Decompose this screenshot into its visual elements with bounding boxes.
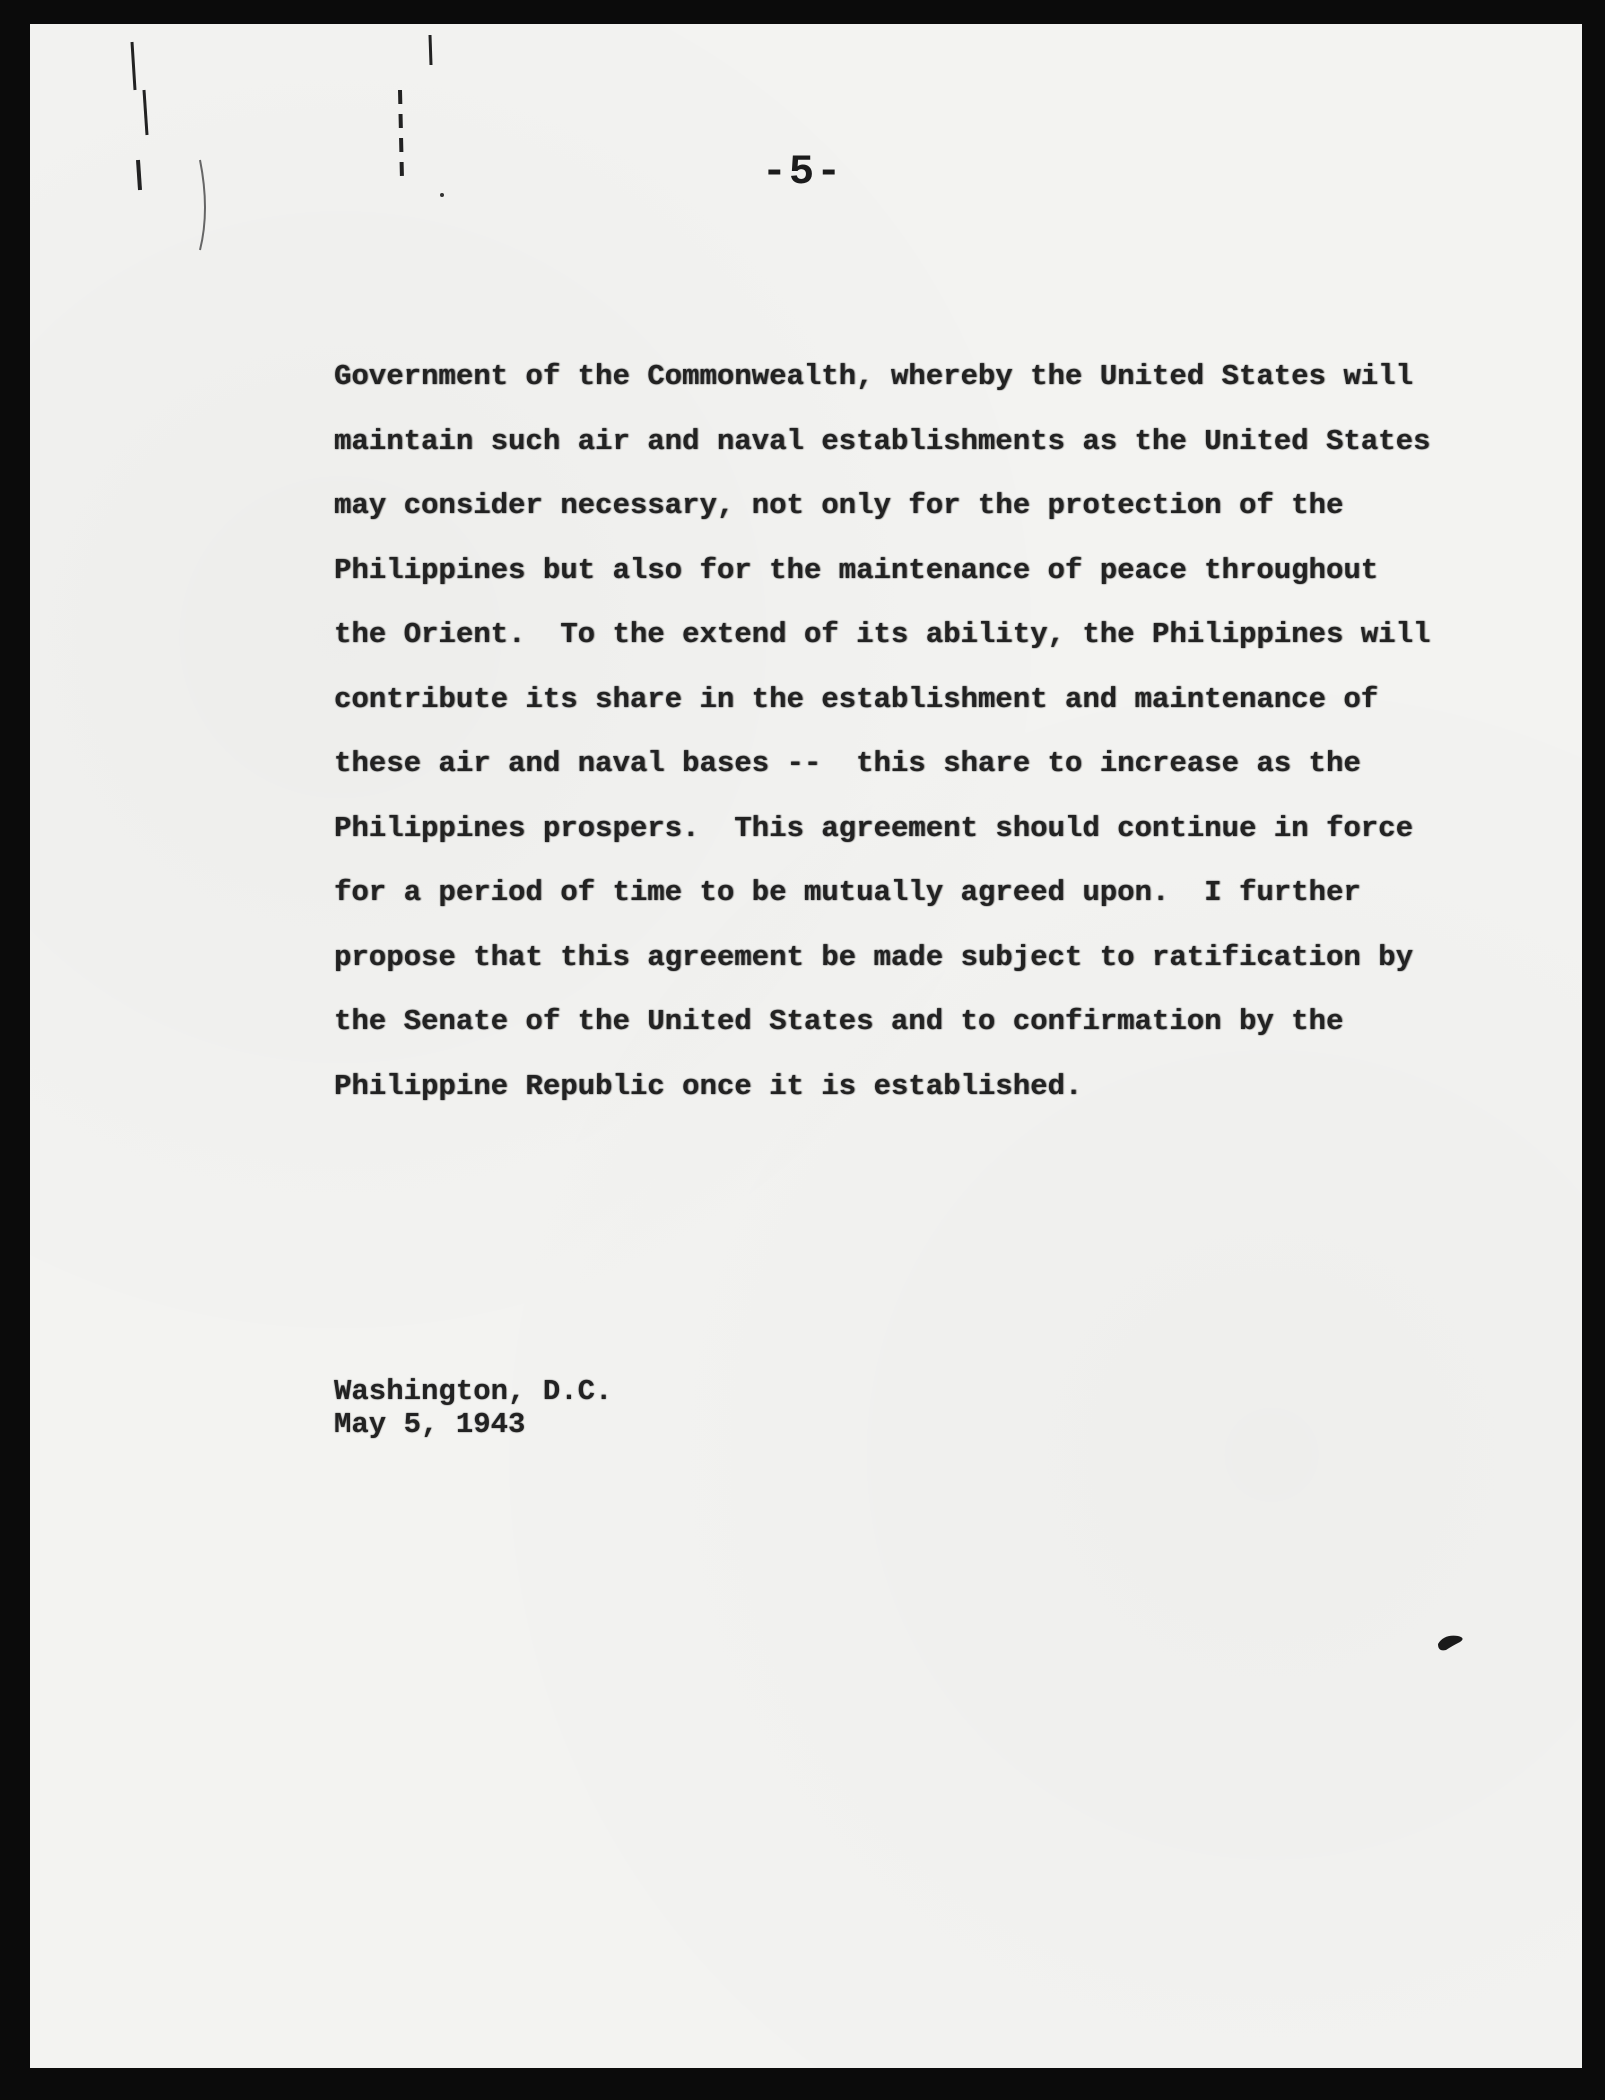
margin-marks — [100, 20, 480, 270]
body-line: Government of the Commonwealth, whereby the United States will — [334, 360, 1413, 393]
page-number: -5- — [761, 148, 844, 196]
dateline-date: May 5, 1943 — [334, 1408, 526, 1441]
margin-mark — [144, 90, 147, 135]
body-paragraph — [334, 345, 1431, 1119]
body-line: Philippine Republic once it is established. — [334, 1069, 1083, 1103]
dateline-place: Washington, D.C. — [334, 1375, 613, 1408]
margin-mark — [430, 35, 431, 65]
ink-blot — [1436, 1630, 1466, 1652]
body-line: contribute its share in the establishment and maintenance of — [334, 682, 1379, 716]
body-line: these air and naval bases -- this share to increase as the — [334, 747, 1361, 780]
body-line: may consider necessary, not only for the protection of the — [334, 489, 1344, 522]
body-line: Philippines prospers. This agreement should continue in force — [334, 811, 1413, 845]
dateline — [334, 1375, 612, 1441]
body-line: the Senate of the United States and to confirmation by the — [334, 1005, 1344, 1038]
body-line: propose that this agreement be made subject to ratification by — [334, 940, 1413, 974]
margin-mark — [132, 42, 135, 90]
body-line: maintain such air and naval establishments as the United States — [334, 424, 1431, 458]
body-line: the Orient. To the extend of its ability, the Philippines will — [334, 618, 1431, 651]
body-line: Philippines but also for the maintenance of peace throughout — [334, 553, 1379, 587]
body-line: for a period of time to be mutually agreed upon. I further — [334, 876, 1361, 909]
